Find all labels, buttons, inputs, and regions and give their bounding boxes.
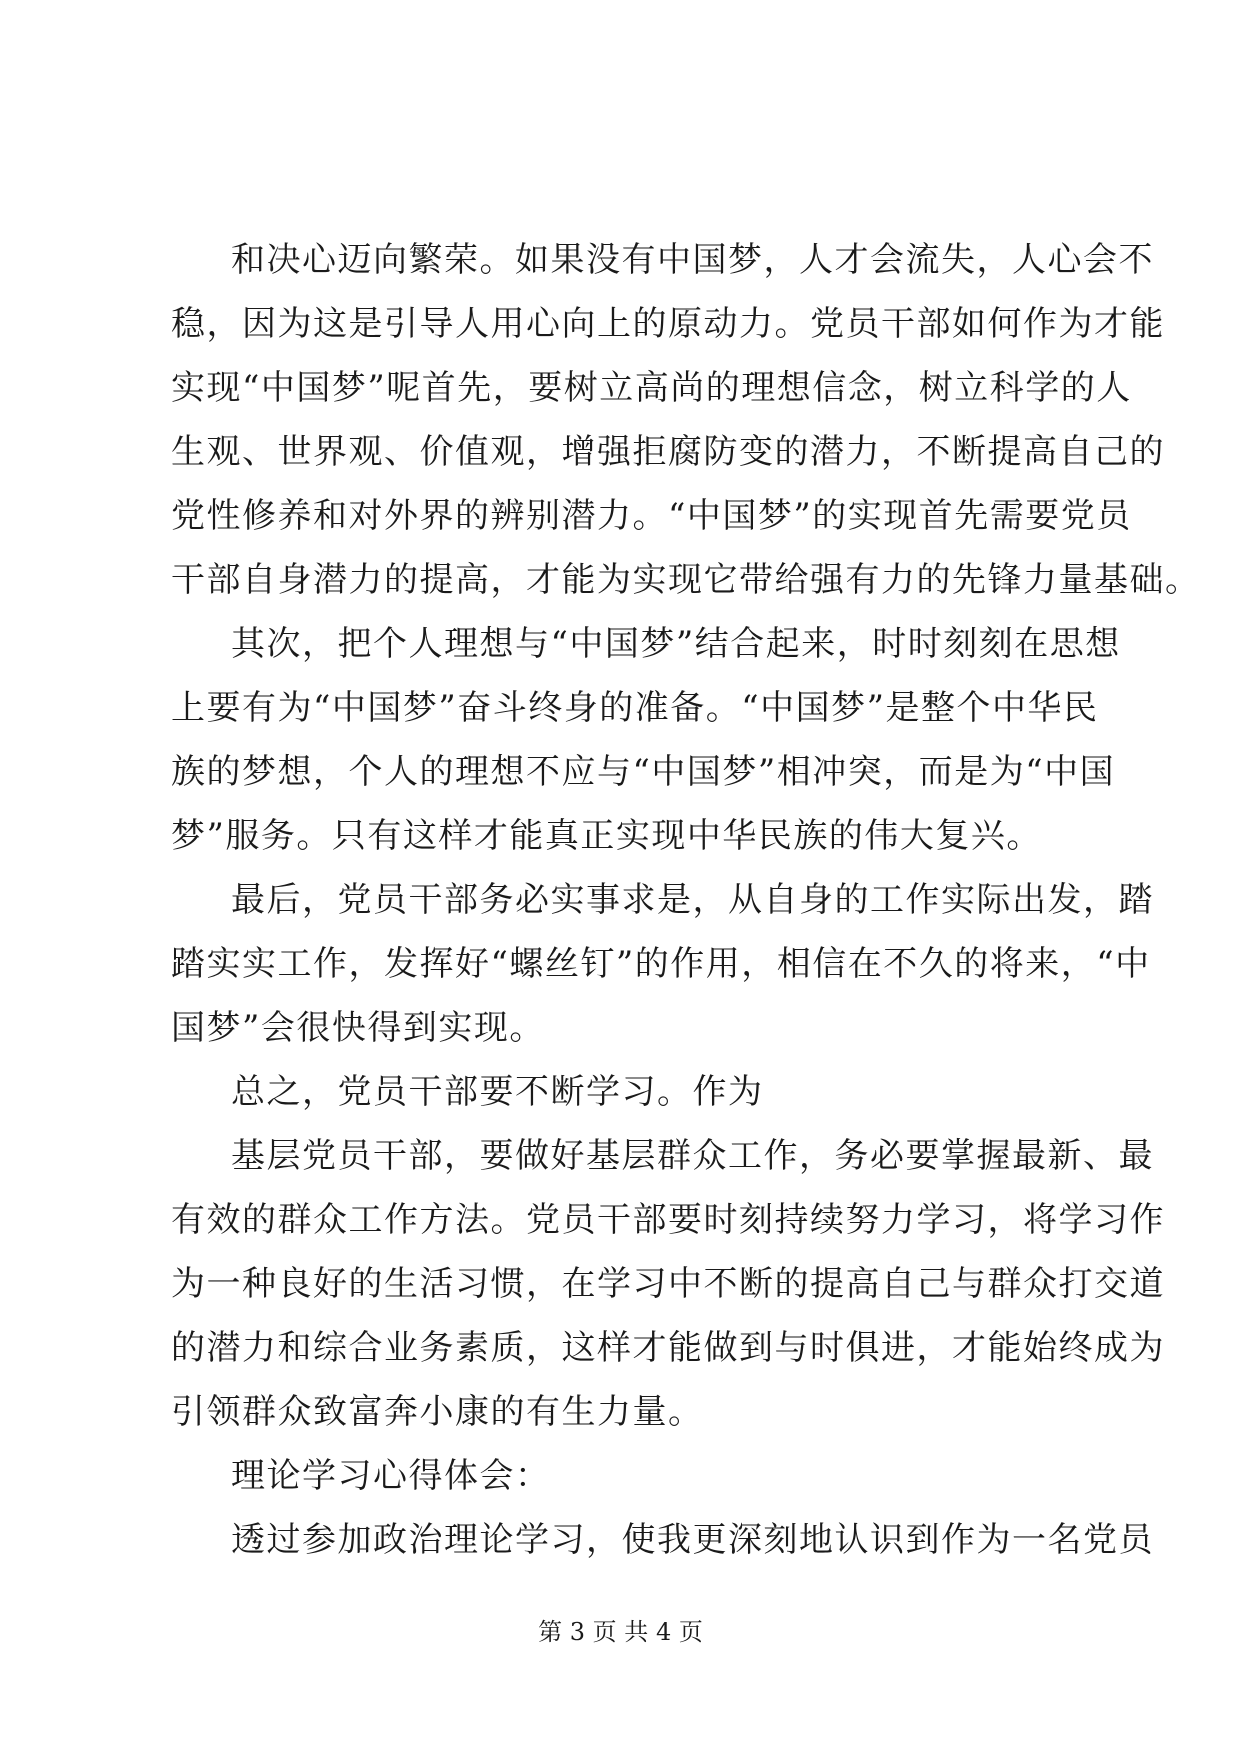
text-line: 上要有为“中国梦”奋斗终身的准备。“中国梦”是整个中华民 <box>171 688 1099 728</box>
text-line: 实现“中国梦”呢首先，要树立高尚的理想信念，树立科学的人 <box>171 368 1132 408</box>
text-line: 总之，党员干部要不断学习。作为 <box>231 1072 764 1112</box>
text-line: 生观、世界观、价值观，增强拒腐防变的潜力，不断提高自己的 <box>171 432 1165 472</box>
text-line: 引领群众致富奔小康的有生力量。 <box>171 1392 704 1432</box>
text-line: 的潜力和综合业务素质，这样才能做到与时俱进，才能始终成为 <box>171 1328 1165 1368</box>
text-line: 有效的群众工作方法。党员干部要时刻持续努力学习，将学习作 <box>171 1200 1165 1240</box>
text-line: 族的梦想，个人的理想不应与“中国梦”相冲突，而是为“中国 <box>171 752 1116 792</box>
text-line: 透过参加政治理论学习，使我更深刻地认识到作为一名党员 <box>231 1520 1154 1560</box>
text-line: 干部自身潜力的提高，才能为实现它带给强有力的先锋力量基础。 <box>171 560 1201 600</box>
document-body <box>171 228 1201 1572</box>
text-line: 理论学习心得体会： <box>231 1456 551 1496</box>
page-footer: 第 3 页 共 4 页 <box>538 1618 703 1646</box>
text-line: 踏实实工作，发挥好“螺丝钉”的作用，相信在不久的将来，“中 <box>171 944 1151 984</box>
text-line: 最后，党员干部务必实事求是，从自身的工作实际出发，踏 <box>231 880 1154 920</box>
text-line: 为一种良好的生活习惯，在学习中不断的提高自己与群众打交道 <box>171 1264 1165 1304</box>
text-line: 基层党员干部，要做好基层群众工作，务必要掌握最新、最 <box>231 1136 1154 1176</box>
text-line: 和决心迈向繁荣。如果没有中国梦，人才会流失，人心会不 <box>231 240 1154 280</box>
text-line: 党性修养和对外界的辨别潜力。“中国梦”的实现首先需要党员 <box>171 496 1132 536</box>
text-line: 其次，把个人理想与“中国梦”结合起来，时时刻刻在思想 <box>231 624 1121 664</box>
text-line: 稳，因为这是引导人用心向上的原动力。党员干部如何作为才能 <box>171 304 1165 344</box>
text-line: 国梦”会很快得到实现。 <box>171 1008 545 1048</box>
text-line: 梦”服务。只有这样才能真正实现中华民族的伟大复兴。 <box>171 816 1042 856</box>
